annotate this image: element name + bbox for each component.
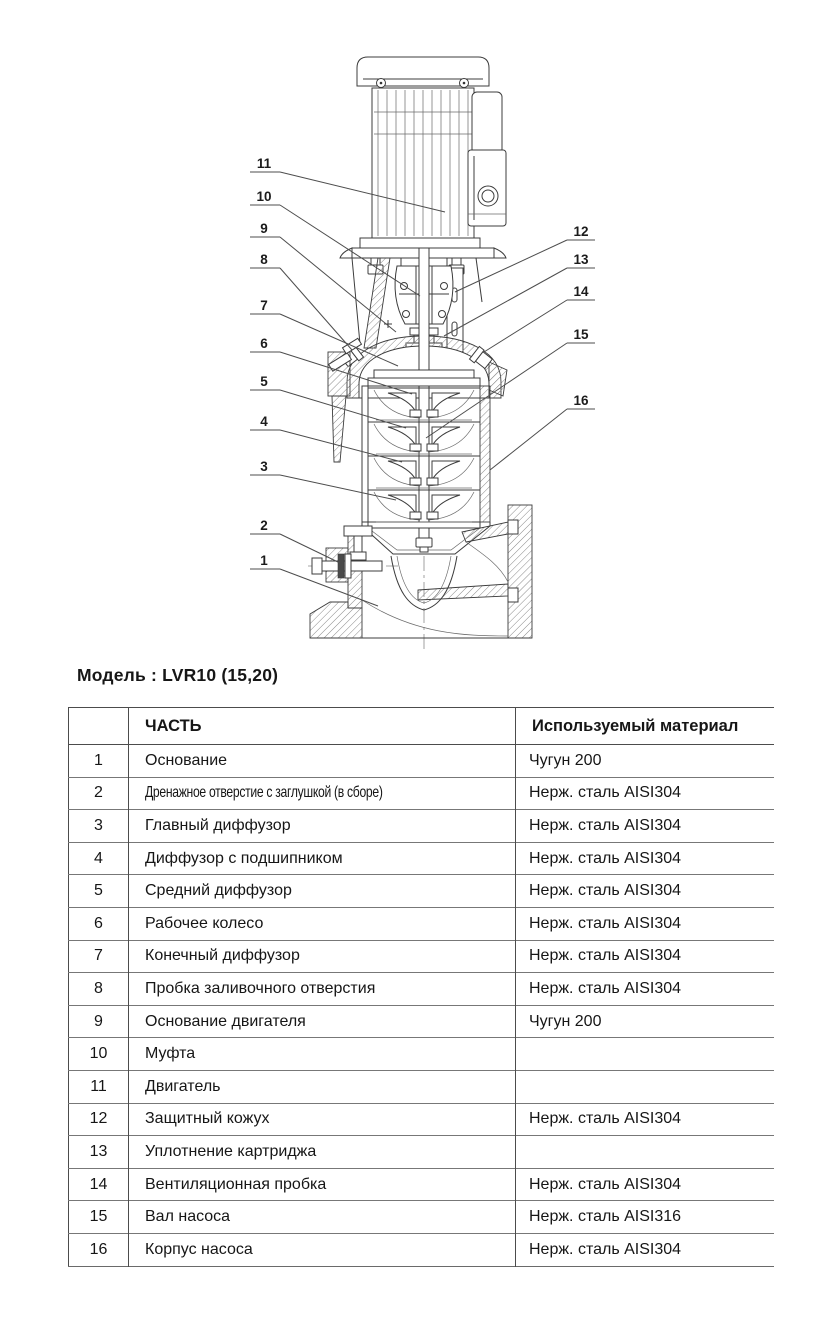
callout-label: 8 — [260, 252, 268, 267]
cell-num: 3 — [69, 810, 129, 843]
cell-num: 8 — [69, 973, 129, 1006]
cell-num: 15 — [69, 1201, 129, 1234]
cell-part: Дренажное отверстие с заглушкой (в сборе) — [129, 777, 516, 810]
cell-material: Нерж. сталь AISI304 — [516, 1168, 774, 1201]
table-row — [69, 1103, 774, 1136]
table-row — [69, 745, 774, 778]
table-row — [69, 1201, 774, 1234]
cell-material: Нерж. сталь AISI304 — [516, 940, 774, 973]
callout-label: 3 — [260, 459, 268, 474]
cell-num: 7 — [69, 940, 129, 973]
cell-part: Вентиляционная пробка — [129, 1168, 516, 1201]
callout-label: 9 — [260, 221, 268, 236]
model-title: Модель : LVR10 (15,20) — [77, 665, 279, 685]
cell-material: Чугун 200 — [529, 751, 602, 769]
cell-part: Главный диффузор — [129, 810, 516, 843]
callout-3 — [250, 459, 396, 500]
cell-num: 14 — [69, 1168, 129, 1201]
parts-table — [68, 707, 774, 1267]
table-header-row — [69, 708, 774, 745]
header-part: ЧАСТЬ — [129, 708, 516, 745]
table-row — [69, 1233, 774, 1266]
cell-material: Нерж. сталь AISI304 — [516, 875, 774, 908]
cell-material: Нерж. сталь AISI304 — [516, 1233, 774, 1266]
cell-num: 13 — [69, 1136, 129, 1169]
cell-num: 5 — [69, 875, 129, 908]
cell-num: 1 — [69, 745, 129, 778]
table-row — [69, 875, 774, 908]
cell-material — [516, 1070, 774, 1103]
callout-4 — [250, 414, 402, 462]
header-number — [69, 708, 129, 745]
callout-13 — [444, 252, 595, 336]
cell-material: Нерж. сталь AISI304 — [516, 777, 774, 810]
cell-num: 16 — [69, 1233, 129, 1266]
callout-label: 4 — [260, 414, 268, 429]
cell-material: Нерж. сталь AISI316 — [516, 1201, 774, 1234]
table-row — [69, 1005, 774, 1038]
cell-material: Чугун 200 — [516, 1005, 774, 1038]
table-row — [69, 1168, 774, 1201]
terminal-box — [468, 92, 506, 226]
callout-label: 11 — [256, 156, 272, 171]
table-row — [69, 1070, 774, 1103]
cell-material: Нерж. сталь AISI304 — [516, 810, 774, 843]
parts-table-body — [69, 745, 774, 1267]
table-row — [69, 907, 774, 940]
table-row — [69, 777, 774, 810]
cell-part: Основание — [129, 745, 516, 778]
cell-part: Основание двигателя — [129, 1005, 516, 1038]
cell-part: Конечный диффузор — [129, 940, 516, 973]
callout-label: 16 — [573, 393, 589, 408]
cell-part: Муфта — [129, 1038, 516, 1071]
cell-num: 11 — [69, 1070, 129, 1103]
cell-part: Уплотнение картриджа — [129, 1136, 516, 1169]
cell-part: Двигатель — [129, 1070, 516, 1103]
callout-label: 14 — [573, 284, 589, 299]
pump-shaft — [419, 248, 429, 534]
callout-label: 7 — [260, 298, 268, 313]
cell-material: Нерж. сталь AISI304 — [516, 973, 774, 1006]
cell-part: Защитный кожух — [129, 1103, 516, 1136]
callout-label: 1 — [260, 553, 268, 568]
callout-label: 10 — [256, 189, 272, 204]
cell-num: 2 — [69, 777, 129, 810]
cell-part: Пробка заливочного отверстия — [129, 973, 516, 1006]
cell-part: Корпус насоса — [129, 1233, 516, 1266]
table-row — [69, 1136, 774, 1169]
table-row — [69, 842, 774, 875]
table-row — [69, 1038, 774, 1071]
cell-num: 10 — [69, 1038, 129, 1071]
table-row — [69, 973, 774, 1006]
cell-part: Средний диффузор — [129, 875, 516, 908]
cell-material — [516, 1038, 774, 1071]
cell-num: 4 — [69, 842, 129, 875]
callout-label: 5 — [260, 374, 268, 389]
callout-label: 6 — [260, 336, 268, 351]
cell-material: Нерж. сталь AISI304 — [516, 907, 774, 940]
cell-part: Вал насоса — [129, 1201, 516, 1234]
cell-material: Нерж. сталь AISI304 — [516, 842, 774, 875]
header-material: Используемый материал — [516, 708, 774, 745]
cell-num: 6 — [69, 907, 129, 940]
callout-label: 15 — [573, 327, 589, 342]
table-row — [69, 810, 774, 843]
cell-part: Рабочее колесо — [129, 907, 516, 940]
callout-label: 2 — [260, 518, 268, 533]
callout-16 — [490, 393, 595, 470]
cell-num: 12 — [69, 1103, 129, 1136]
callout-label: 13 — [573, 252, 589, 267]
cell-material: Нерж. сталь AISI304 — [516, 1103, 774, 1136]
callout-label: 12 — [573, 224, 589, 239]
table-row — [69, 940, 774, 973]
cell-material — [516, 1136, 774, 1169]
cell-num: 9 — [69, 1005, 129, 1038]
cell-part: Диффузор с подшипником — [129, 842, 516, 875]
